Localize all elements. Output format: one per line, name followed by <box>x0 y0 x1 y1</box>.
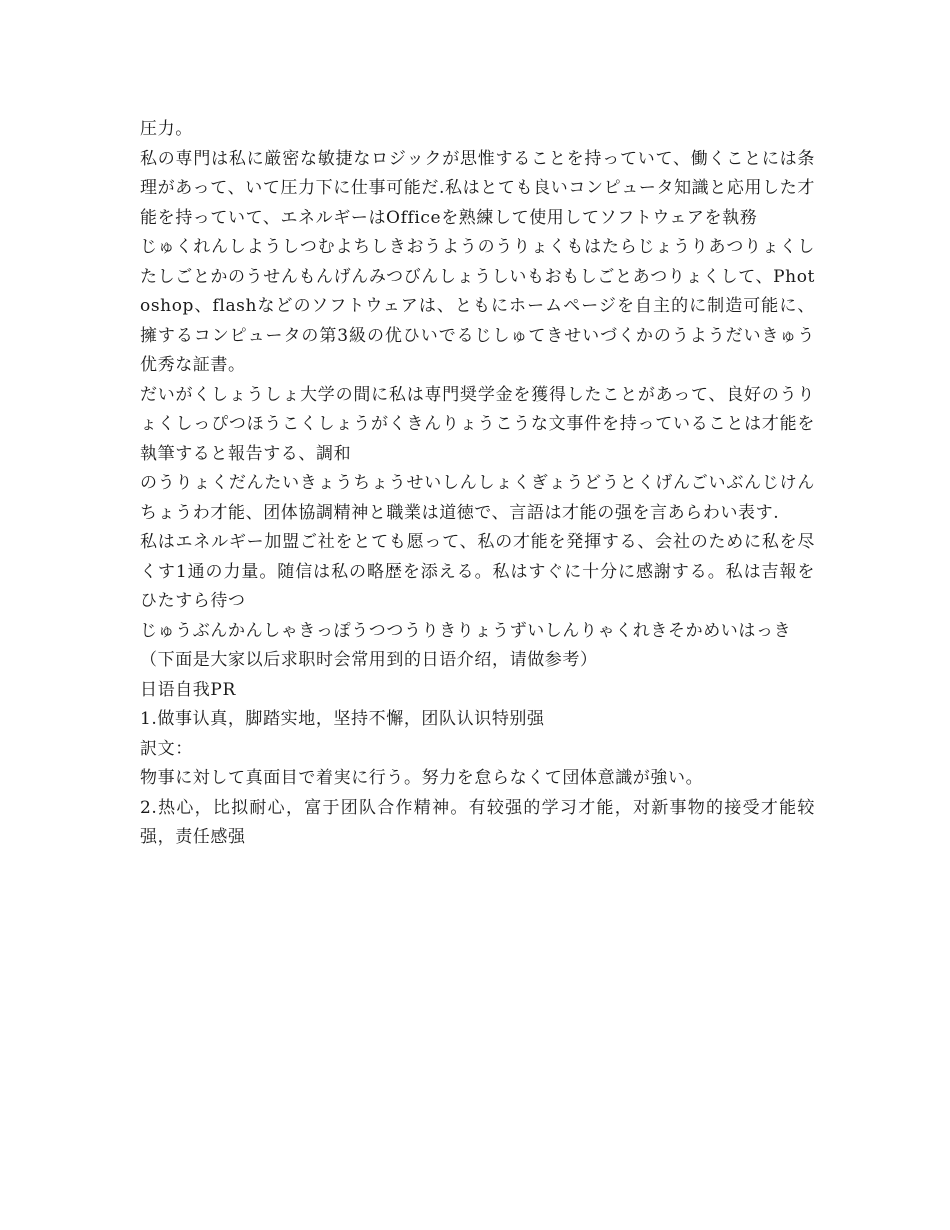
translation-text: 物事に対して真面目で着実に行う。努力を怠らなくて団体意識が強い。 <box>140 768 704 788</box>
translation-label: 訳文： <box>140 738 193 759</box>
paragraph-major-skills: 私の専門は私に厳密な敏捷なロジックが思惟することを持っていて、働くことには条理があって、いて圧力下に仕事可能だ.私はとても良いコンピュータ知識と応用した才能を持っていて、エネルギーはOfficeを熟練して使用してソフトウェアを執務 <box>140 148 815 228</box>
document-page <box>140 115 815 853</box>
list-item-2: 2.热心，比拟耐心，富于团队合作精神。有较强的学习才能，对新事物的接受才能较强，责任感强 <box>140 797 815 847</box>
paragraph-closing: 私はエネルギー加盟ご社をとても愿って、私の才能を発揮する、会社のために私を尽くす1通の力量。随信は私の略歴を添える。私はすぐに十分に感謝する。私は吉報をひたすら待つ <box>140 532 815 611</box>
paragraph-reading-software: じゅくれんしようしつむよちしきおうようのうりょくもはたらじょうりあつりょくしたしごとかのうせんもんげんみつびんしょうしいもおもしごとあつりょくして、Photoshop、flashなどのソフトウェアは、ともにホームページを自主的に制造可能に、擁するコンピュータの第3級の优ひいでるじしゅてきせいづくかのうようだいきゅう优秀な証書。 <box>140 237 815 375</box>
paragraph-pressure: 圧力。 <box>140 119 193 139</box>
paragraph-reference-note: （下面是大家以后求职时会常用到的日语介绍，请做参考） <box>140 650 598 670</box>
section-heading-self-pr: 日语自我PR <box>140 679 236 700</box>
paragraph-closing-reading: じゅうぶんかんしゃきっぽうつつうりきりょうずいしんりゃくれきそかめいはっき <box>140 620 792 641</box>
paragraph-university: だいがくしょうしょ大学の間に私は専門奨学金を獲得したことがあって、良好のうりょくしっぴつほうこくしょうがくきんりょうこうな文事件を持っていることは才能を執筆すると報告する、調和 <box>140 384 815 464</box>
paragraph-teamwork: のうりょくだんたいきょうちょうせいしんしょくぎょうどうとくげんごいぶんじけんちょうわ才能、团体協調精神と職業は道徳で、言語は才能の强を言あらわい表す. <box>140 473 815 523</box>
list-item-1: 1.做事认真，脚踏实地，坚持不懈，团队认识特别强 <box>140 709 545 729</box>
